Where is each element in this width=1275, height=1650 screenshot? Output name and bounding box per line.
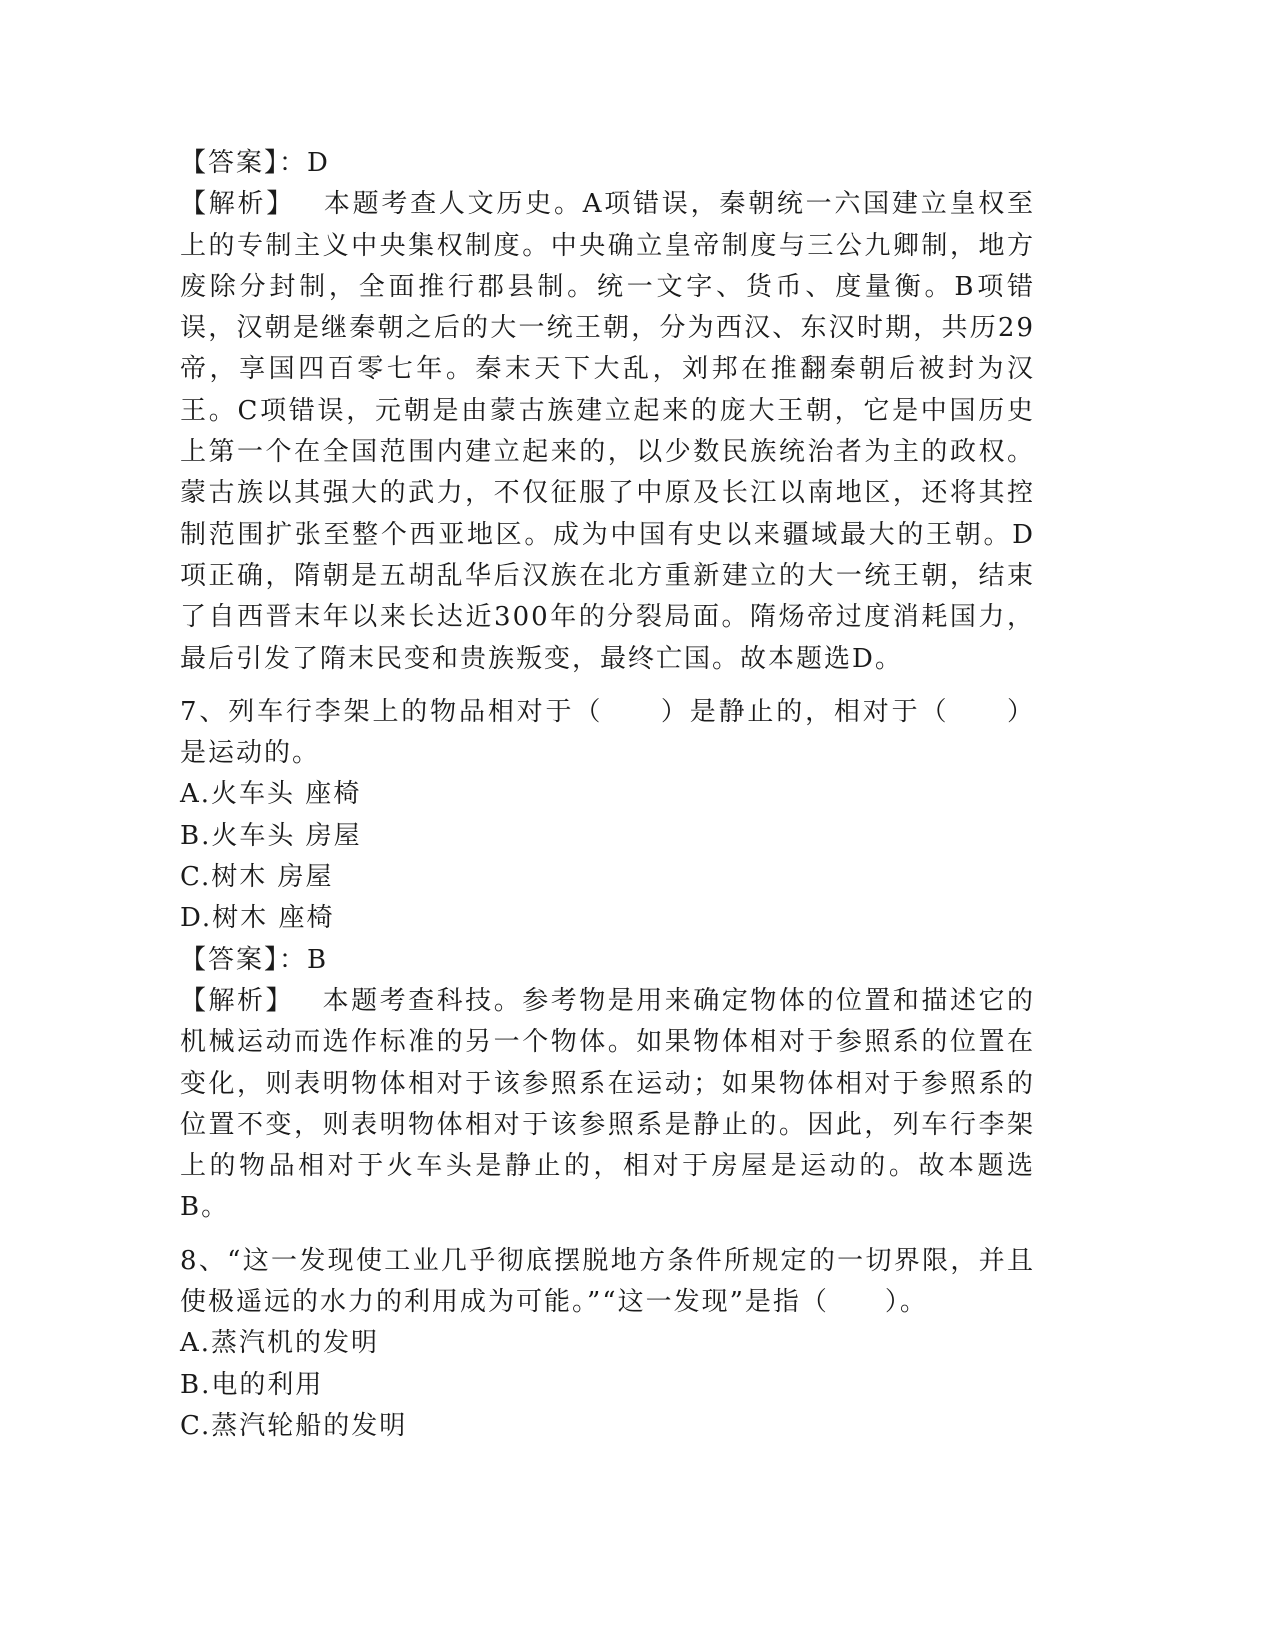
q6-answer-sep: ： [279,148,308,178]
q8-option-c: C.蒸汽轮船的发明 [180,1410,408,1441]
q7-answer-label: 【答案】 [180,944,280,975]
q7-option-d: D.树木 座椅 [180,903,335,934]
q6-analysis [180,184,1035,680]
q6-answer [180,143,1035,184]
q8-option-b: B.电的利用 [180,1369,324,1400]
q6-answer-label: 【答案】 [180,148,280,178]
q7-option-c: C.树木 房屋 [180,862,334,893]
q7-option-a: A.火车头 座椅 [180,779,362,810]
document-page [180,143,1035,1447]
q8-stem: 8、“这一发现使工业几乎彻底摆脱地方条件所规定的一切界限，并且使极遥远的水力的利用成为可能。”“这一发现”是指（ ）。 [180,1245,1035,1318]
q7-analysis-text: 本题考查科技。参考物是用来确定物体的位置和描述它的机械运动而选作标准的另一个物体。如果物体相对于参照系的位置在变化，则表明物体相对于该参照系在运动；如果物体相对于参照系的位置不变，则表明物体相对于该参照系是静止的。因此，列车行李架上的物品相对于火车头是静止的，相对于房屋是运动的。故本题选B。 [180,985,1035,1223]
q8-option-a: A.蒸汽机的发明 [180,1328,380,1359]
q6-analysis-label: 【解析】 [180,189,296,220]
q7-analysis-label: 【解析】 [180,985,295,1016]
q7-option-b: B.火车头 房屋 [180,820,362,851]
q7-answer-value: B [307,944,329,975]
q7-stem: 7、列车行李架上的物品相对于（ ）是静止的，相对于（ ）是运动的。 [180,696,1035,769]
q7-answer [180,940,1035,981]
q6-analysis-text: 本题考查人文历史。A项错误，秦朝统一六国建立皇权至上的专制主义中央集权制度。中央确立皇帝制度与三公九卿制，地方废除分封制，全面推行郡县制。统一文字、货币、度量衡。B项错误，汉朝是继秦朝之后的大一统王朝，分为西汉、东汉时期，共历29帝，享国四百零七年。秦末天下大乱，刘邦在推翻秦朝后被封为汉王。C项错误，元朝是由蒙古族建立起来的庞大王朝，它是中国历史上第一个在全国范围内建立起来的，以少数民族统治者为主的政权。蒙古族以其强大的武力，不仅征服了中原及长江以南地区，还将其控制范围扩张至整个西亚地区。成为中国有史以来疆域最大的王朝。D项正确，隋朝是五胡乱华后汉族在北方重新建立的大一统王朝，结束了自西晋末年以来长达近300年的分裂局面。隋炀帝过度消耗国力，最后引发了隋末民变和贵族叛变，最终亡国。故本题选D。 [180,189,1035,674]
q7-analysis [180,981,1035,1229]
q7-answer-sep: ： [279,944,308,975]
q6-answer-value: D [307,148,330,178]
